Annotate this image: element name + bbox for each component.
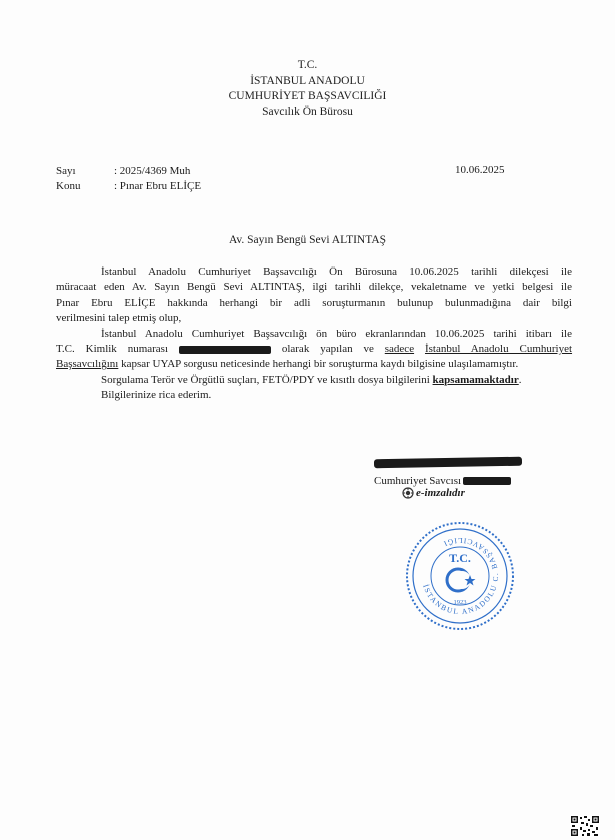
document-date: 10.06.2025 xyxy=(455,164,505,176)
body-text: olarak yapılan ve xyxy=(270,343,385,356)
reference-block xyxy=(56,164,201,194)
body-line: Pınar Ebru ELİÇE hakkında herhangi bir adli soruşturmanın bulunup bulunmadığına dair bilgi xyxy=(56,296,572,309)
konu-label: Konu xyxy=(56,180,81,192)
tc-number-label: T.C. Kimlik numarası xyxy=(56,343,169,356)
office-name-line1: İSTANBUL ANADOLU xyxy=(250,74,365,87)
office-name-line2: CUMHURİYET BAŞSAVCILIĞI xyxy=(228,90,387,102)
paragraph-result xyxy=(56,327,572,373)
sayi-row xyxy=(56,164,201,179)
body-text: . xyxy=(518,373,522,386)
body-text: Sorgulama Terör ve Örgütlü suçları, FETÖ/PDY ve kısıtlı dosya bilgilerini xyxy=(101,373,433,386)
e-signature-note xyxy=(402,487,465,499)
sayi-label: Sayı xyxy=(56,165,76,177)
office-unit: Savcılık Ön Bürosu xyxy=(262,105,353,118)
seal-center-text: T.C. xyxy=(449,551,471,565)
crest-icon xyxy=(402,487,414,499)
emphasized-text: kapsamamaktadır xyxy=(432,373,519,386)
signatory-title: Cumhuriyet Savcısı xyxy=(374,475,462,487)
letter-body xyxy=(56,265,572,404)
e-signature-text: e-imzalıdır xyxy=(416,487,465,499)
underlined-text: İstanbul Anadolu Cumhuriyet xyxy=(424,343,573,356)
closing-line: Bilgilerinize rica ederim. xyxy=(101,389,212,402)
paragraph-request xyxy=(56,265,572,327)
underlined-text: sadece xyxy=(384,343,415,356)
paragraph-scope xyxy=(56,373,572,388)
body-line xyxy=(56,357,572,372)
seal-ring-text: İSTANBUL ANADOLU C. BAŞSAVCILIĞI xyxy=(421,535,501,617)
seal-year: 1923 xyxy=(453,599,467,606)
official-seal xyxy=(404,520,516,632)
body-line xyxy=(56,342,572,357)
redacted-name xyxy=(374,457,522,469)
body-line: İstanbul Anadolu Cumhuriyet Başsavcılığı ön büro ekranlarından 10.06.2025 tarihi itibarı ile xyxy=(101,327,572,340)
country-title: T.C. xyxy=(297,59,318,71)
redacted-id-number xyxy=(179,346,271,354)
qr-code xyxy=(570,815,600,837)
redacted-signatory xyxy=(463,477,511,485)
konu-row xyxy=(56,179,201,194)
body-line: İstanbul Anadolu Cumhuriyet Başsavcılığı Ön Bürosuna 10.06.2025 tarihli dilekçesi ile xyxy=(101,266,572,278)
underlined-text: Başsavcılığını xyxy=(56,358,119,371)
konu-value: : Pınar Ebru ELİÇE xyxy=(114,180,202,192)
letterhead xyxy=(0,58,615,120)
addressee: Av. Sayın Bengü Sevi ALTINTAŞ xyxy=(228,234,387,246)
body-text: kapsar UYAP sorgusu neticesinde herhangi bir soruşturma kaydı bilgisine ulaşılamamıştır. xyxy=(118,358,519,371)
body-line: müracaat eden Av. Sayın Bengü Sevi ALTINTAŞ, ilgi tarihli dilekçe, vekaletname ve yetki belgesi ile xyxy=(56,281,572,294)
sayi-value: : 2025/4369 Muh xyxy=(114,165,191,177)
body-line: verilmesini talep etmiş olup, xyxy=(56,312,182,325)
